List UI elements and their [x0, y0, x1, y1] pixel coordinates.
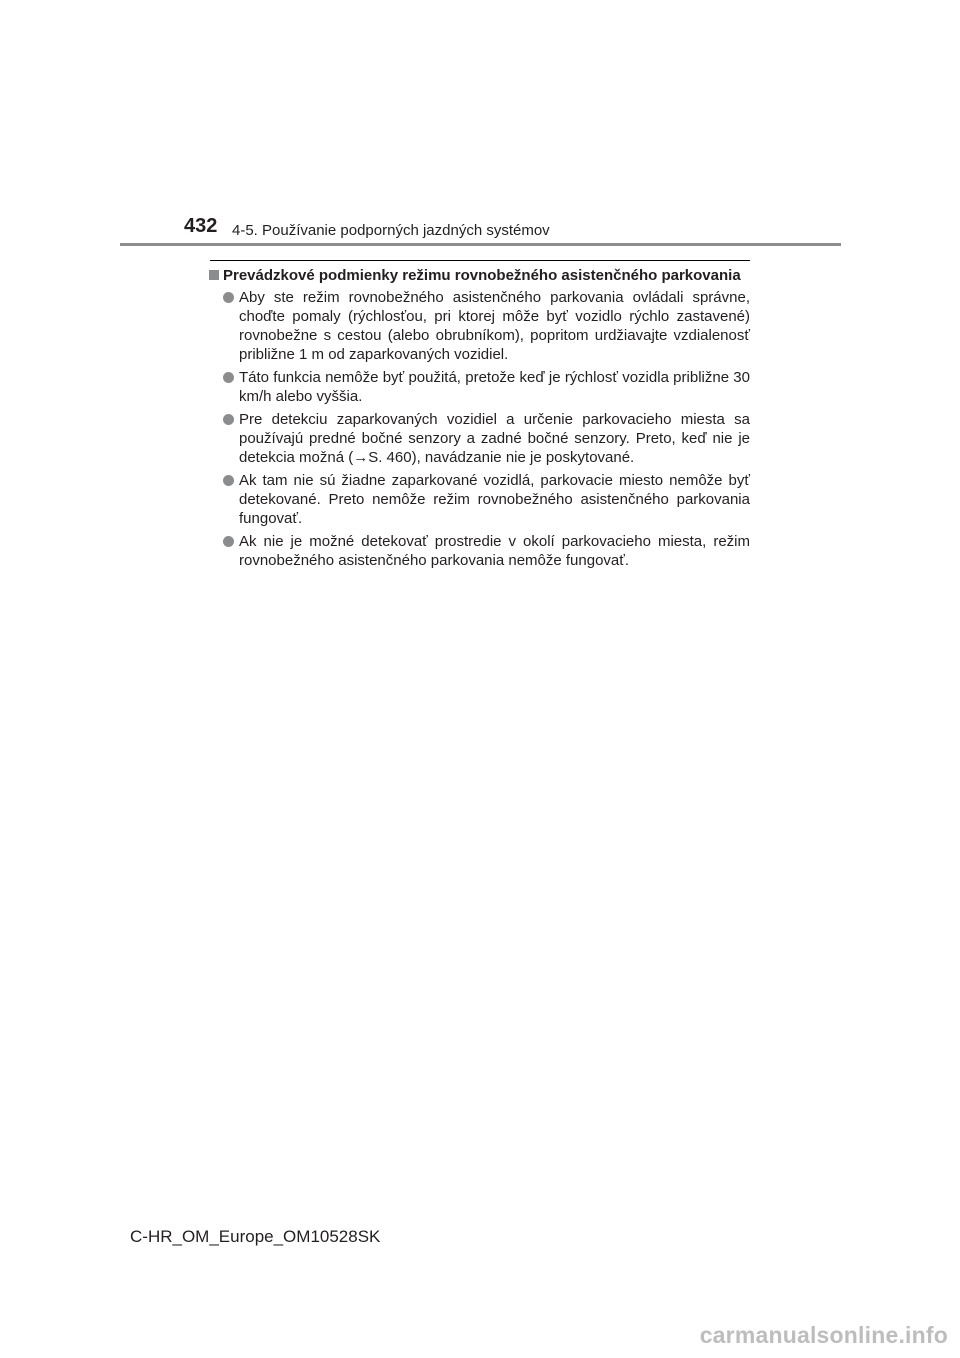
watermark: carmanualsonline.info [699, 1322, 948, 1348]
bullet-text: Táto funkcia nemôže byť použitá, pretože keď je rýchlosť vozidla približne 30 km/h alebo vyššia. [239, 369, 750, 405]
bullet-text: Ak tam nie sú žiadne zaparkované vozidlá, parkovacie miesto nemôže byť detekované. Preto nemôže režim rovnobežného asistenčného parkovania fungovať. [239, 472, 750, 527]
section-rule [210, 260, 750, 261]
circle-bullet-icon [223, 414, 234, 425]
circle-bullet-icon [223, 372, 234, 383]
circle-bullet-icon [223, 292, 234, 303]
bullet-text: Aby ste režim rovnobežného asistenčného parkovania ovládali správne, choďte pomaly (rýchlosťou, pri ktorej môže byť vozidlo rýchlo zastavené) rovnobežne s cestou (alebo obrubníkom), popritom urdžiavajte vzdialenosť približne 1 m od zaparkovaných vozidiel. [239, 289, 750, 363]
document-code: C-HR_OM_Europe_OM10528SK [130, 1227, 381, 1246]
header-rule [120, 243, 841, 246]
chapter-title: 4-5. Používanie podporných jazdných systémov [232, 222, 550, 239]
section-heading [209, 266, 750, 285]
list-item [223, 288, 750, 364]
list-item [223, 368, 750, 406]
bullet-text: Ak nie je možné detekovať prostredie v okolí parkovacieho miesta, režim rovnobežného asistenčného parkovania nemôže fungovať. [239, 533, 750, 569]
section-heading-text: Prevádzkové podmienky režimu rovnobežného asistenčného parkovania [223, 267, 741, 284]
page-number: 432 [184, 215, 218, 237]
list-item [223, 410, 750, 467]
bullet-text: Pre detekciu zaparkovaných vozidiel a určenie parkovacieho miesta sa používajú predné bočné senzory a zadné bočné senzory. Preto, keď nie je detekcia možná (→S. 460), navádzanie nie je poskytované. [239, 411, 750, 466]
circle-bullet-icon [223, 475, 234, 486]
list-item [223, 471, 750, 528]
square-bullet-icon [209, 270, 219, 280]
bullet-list [223, 288, 750, 574]
circle-bullet-icon [223, 536, 234, 547]
list-item [223, 532, 750, 570]
